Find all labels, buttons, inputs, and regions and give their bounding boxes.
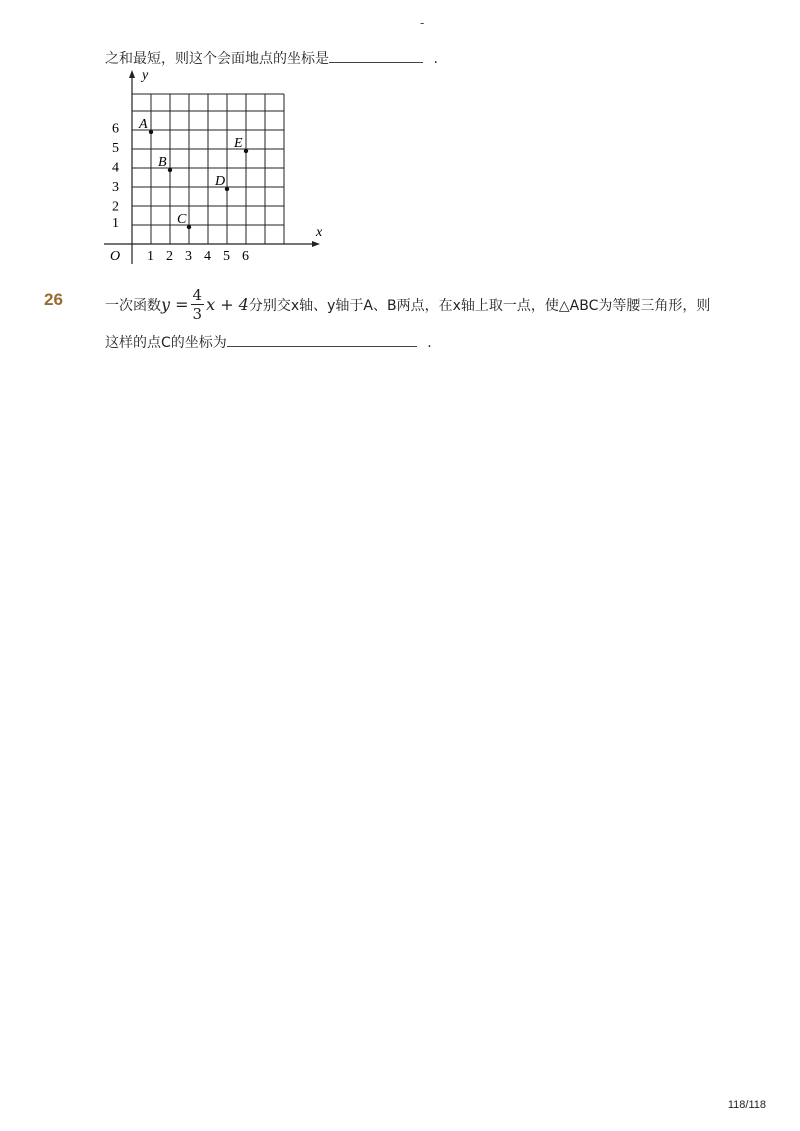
q26-fraction bbox=[191, 286, 205, 323]
point-label-A: A bbox=[139, 117, 148, 132]
grid-points bbox=[138, 117, 248, 229]
x-axis-arrow bbox=[312, 241, 320, 247]
q26-line-2 bbox=[105, 332, 432, 352]
y-tick-labels bbox=[112, 122, 119, 232]
q25-tail-text: 之和最短，则这个会面地点的坐标是 bbox=[105, 51, 329, 67]
question-number-26: 26 bbox=[44, 290, 63, 309]
y-tick-label: 4 bbox=[112, 160, 119, 176]
x-tick-labels bbox=[147, 249, 249, 264]
coordinate-grid bbox=[100, 64, 330, 274]
point-label-E: E bbox=[234, 136, 243, 151]
y-tick-label: 3 bbox=[112, 180, 119, 195]
page-number: 118/118 bbox=[727, 1099, 766, 1111]
point-E bbox=[244, 149, 248, 153]
q26-eq-lhs: y = bbox=[161, 295, 189, 314]
point-A bbox=[149, 130, 153, 134]
q26-suffix: 分别交x轴、y轴于A、B两点，在x轴上取一点，使△ABC为等腰三角形，则 bbox=[248, 297, 711, 314]
q26-frac-num: 4 bbox=[192, 286, 203, 304]
y-tick-label: 2 bbox=[112, 199, 119, 215]
q26-line-1 bbox=[105, 286, 710, 323]
q26-line2-text: 这样的点C的坐标为 bbox=[105, 335, 227, 351]
grid-lines bbox=[132, 94, 284, 244]
q26-prefix: 一次函数 bbox=[105, 297, 161, 314]
q26-eq-rhs: x + 4 bbox=[206, 295, 249, 314]
axis-x-label: x bbox=[316, 225, 323, 240]
q26-end: . bbox=[427, 335, 432, 351]
q26-answer-blank[interactable] bbox=[227, 334, 417, 347]
x-tick-label: 1 bbox=[147, 249, 154, 264]
x-tick-label: 5 bbox=[223, 249, 230, 264]
q25-answer-blank[interactable] bbox=[329, 50, 423, 63]
point-D bbox=[225, 187, 229, 191]
axis-y-label: y bbox=[142, 68, 149, 83]
q26-frac-den: 3 bbox=[192, 305, 203, 323]
y-tick-label: 5 bbox=[112, 141, 119, 156]
x-tick-label: 6 bbox=[242, 249, 249, 264]
point-label-D: D bbox=[215, 174, 226, 189]
point-C bbox=[187, 225, 191, 229]
x-tick-label: 3 bbox=[185, 249, 192, 264]
x-tick-label: 2 bbox=[166, 249, 173, 264]
point-label-C: C bbox=[177, 212, 187, 227]
y-tick-label: 1 bbox=[112, 216, 119, 231]
y-tick-label: 6 bbox=[112, 121, 119, 137]
point-label-B: B bbox=[158, 155, 167, 170]
x-tick-label: 4 bbox=[204, 249, 211, 264]
origin-label: O bbox=[110, 249, 121, 264]
point-B bbox=[168, 168, 172, 172]
y-axis-arrow bbox=[129, 70, 135, 78]
q25-end: . bbox=[433, 51, 438, 67]
header-mark: - bbox=[420, 16, 425, 30]
